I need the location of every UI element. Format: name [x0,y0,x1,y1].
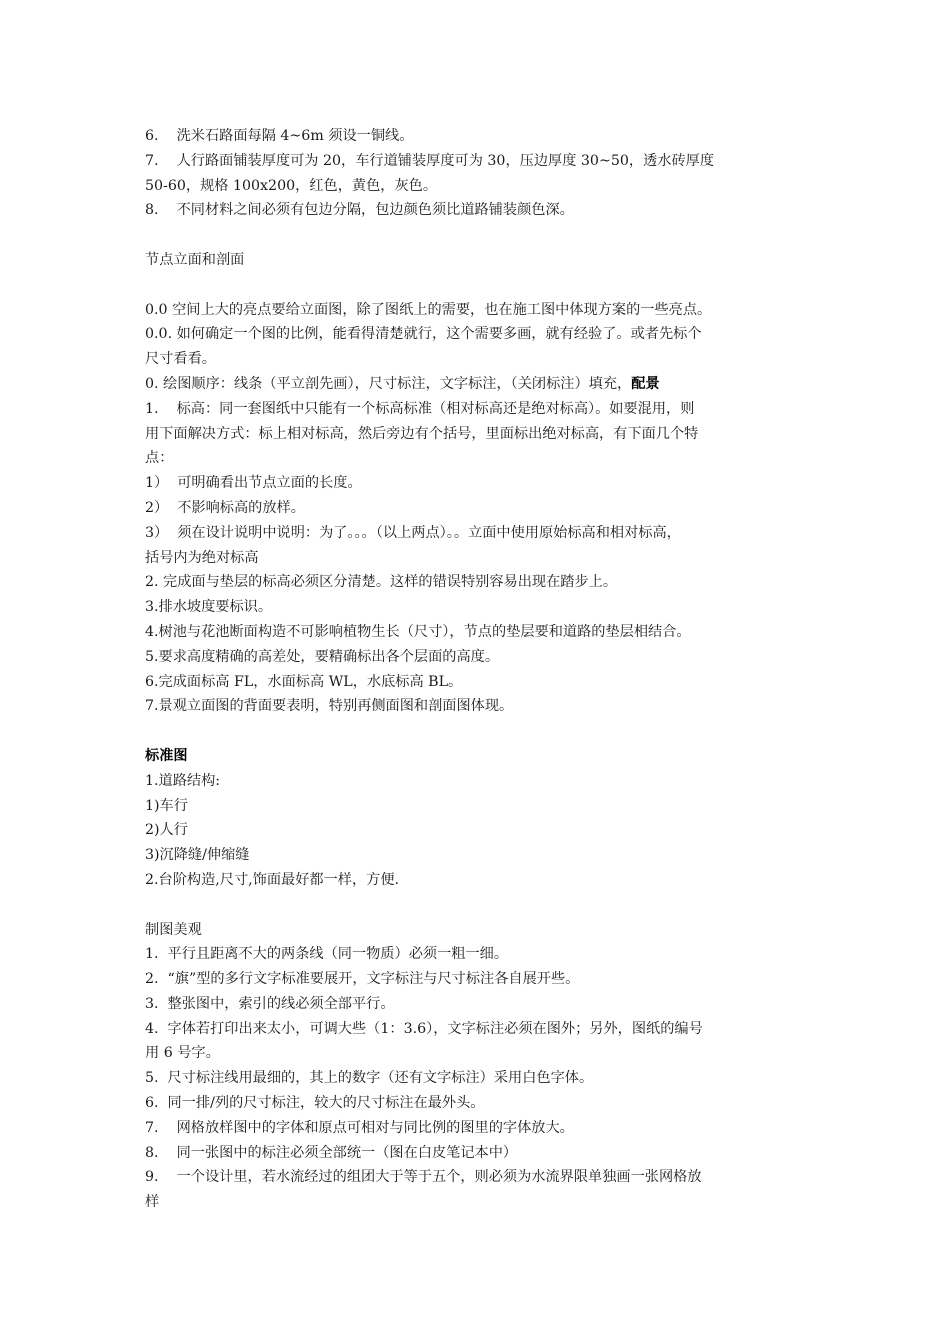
list-item: 8. 同一张图中的标注必须全部统一（图在白皮笔记本中） [145,1144,518,1161]
list-item: 1） 可明确看出节点立面的长度。 [145,475,362,492]
paragraph-line: 0.0. 如何确定一个图的比例，能看得清楚就行，这个需要多画，就有经验了。或者先标个 [145,326,702,343]
drawing-order-line [145,372,825,397]
paragraph-line: 用 6 号字。 [145,1045,220,1062]
list-item: 2. “旗”型的多行文字标准要展开，文字标注与尺寸标注各自展开些。 [145,971,580,988]
list-item: 4.树池与花池断面构造不可影响植物生长（尺寸），节点的垫层要和道路的垫层相结合。 [145,623,691,640]
paragraph-line: 点： [145,450,174,467]
spacer [145,719,825,744]
spacer [145,273,825,298]
list-item: 6.完成面标高 FL，水面标高 WL，水底标高 BL。 [145,673,463,690]
paragraph-line: 0.0 空间上大的亮点要给立面图，除了图纸上的需要，也在施工图中体现方案的一些亮点。 [145,301,712,318]
list-item: 3)沉降缝/伸缩缝 [145,847,250,864]
list-item: 4. 字体若打印出来太小，可调大些（1：3.6），文字标注必须在图外；另外，图纸的编号 [145,1020,703,1037]
list-item: 7.景观立面图的背面要表明，特别再侧面图和剖面图体现。 [145,698,514,715]
list-item: 2)人行 [145,822,188,839]
spacer [145,893,825,918]
section-heading-standard: 标准图 [145,747,188,764]
paragraph-line: 尺寸看看。 [145,351,216,368]
list-item: 9. 一个设计里，若水流经过的组团大于等于五个，则必须为水流界限单独画一张网格放 [145,1169,702,1186]
list-item: 2.台阶构造,尺寸,饰面最好都一样，方便. [145,871,400,888]
document-page [145,124,825,1215]
list-item: 3） 须在设计说明中说明：为了。。。（以上两点）。。立面中使用原始标高和相对标高， [145,524,681,541]
list-item: 1.道路结构: [145,772,221,789]
list-item: 6. 洗米石路面每隔 4~6m 须设一铜线。 [145,128,414,144]
drawing-order-text: 0. 绘图顺序：线条（平立剖先画），尺寸标注，文字标注，（关闭标注）填充， [145,375,632,392]
paragraph-line: 1. 标高：同一套图纸中只能有一个标高标准（相对标高还是绝对标高）。如要混用，则 [145,400,695,417]
paving-list [145,124,825,223]
paragraph-line: 括号内为绝对标高 [145,549,259,566]
list-item: 8. 不同材料之间必须有包边分隔，包边颜色须比道路铺装颜色深。 [145,202,574,219]
paragraph-line: 样 [145,1194,160,1211]
list-item: 1)车行 [145,797,188,814]
drawing-order-bold: 配景 [631,375,660,392]
paragraph-line: 用下面解决方式：标上相对标高，然后旁边有个括号，里面标出绝对标高，有下面几个特 [145,425,699,442]
spacer [145,223,825,248]
standard-section-body [145,769,825,893]
list-item: 6. 同一排/列的尺寸标注，较大的尺寸标注在最外头。 [145,1095,485,1112]
drafting-section-body [145,942,825,1215]
list-item: 50-60，规格 100x200，红色，黄色，灰色。 [145,177,438,194]
list-item: 2. 完成面与垫层的标高必须区分清楚。这样的错误特别容易出现在踏步上。 [145,574,618,591]
list-item: 1. 平行且距离不大的两条线（同一物质）必须一粗一细。 [145,946,509,963]
section-heading-drafting: 制图美观 [145,921,202,938]
list-item: 7. 人行路面铺装厚度可为 20，车行道铺装厚度可为 30，压边厚度 30~50，透水砖厚度 [145,152,715,169]
elevation-section-body [145,298,825,720]
list-item: 3.排水坡度要标识。 [145,599,273,616]
list-item: 5.要求高度精确的高差处，要精确标出各个层面的高度。 [145,648,500,665]
list-item: 3. 整张图中，索引的线必须全部平行。 [145,995,395,1012]
section-heading-elevation: 节点立面和剖面 [145,251,245,268]
list-item: 5. 尺寸标注线用最细的，其上的数字（还有文字标注）采用白色字体。 [145,1070,594,1087]
list-item: 7. 网格放样图中的字体和原点可相对与同比例的图里的字体放大。 [145,1119,574,1136]
list-item: 2） 不影响标高的放样。 [145,499,305,516]
